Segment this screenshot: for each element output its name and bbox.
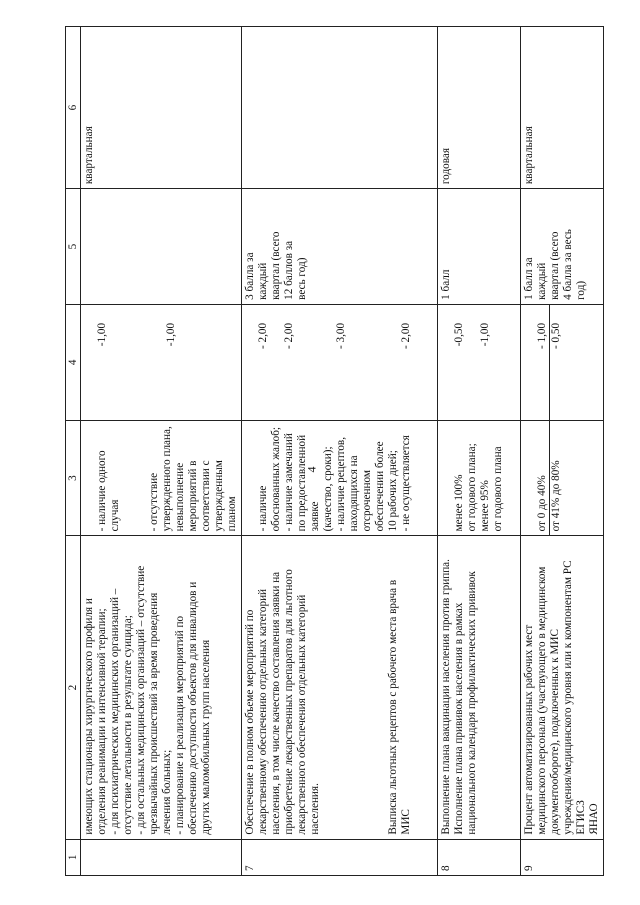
table-row [438, 27, 521, 876]
header-col-6: 6 [66, 27, 81, 189]
points-cell: 1 балл [438, 189, 521, 305]
period-cell: квартальная [81, 27, 242, 189]
header-row [66, 27, 81, 876]
score-cell [521, 304, 604, 420]
header-col-3: 3 [66, 420, 81, 536]
period-cell [242, 27, 438, 189]
indicator-description: Выполнение плана вакцинации населения против гриппа. Исполнение плана прививок населения в рамках национального календаря профилактических прививок [438, 536, 521, 839]
criterion-text: - наличие рецептов, находящихся на отсроченном обеспечении более 10 рабочих дней; [335, 436, 399, 532]
criterion-score: - 2,00 [283, 322, 295, 349]
score-cell [81, 304, 242, 420]
criterion-text: - отсутствие утвержденного плана, невыполнение мероприятий в соответствии с утвержденным планом [148, 426, 238, 532]
criterion-score: -1,00 [479, 322, 491, 347]
criterion-score: - 2,00 [400, 322, 412, 349]
criterion-score: - 1,00 [536, 322, 548, 349]
criteria-cell [81, 420, 242, 536]
table-row [81, 27, 242, 876]
header-col-5: 5 [66, 189, 81, 305]
score-cell [242, 304, 438, 420]
table-row [521, 27, 604, 876]
criteria-cell [521, 420, 604, 536]
indicator-description: Обеспечение в полном объеме мероприятий по лекарственному обеспечению отдельных категорий населения, в том числе качество составления заявки на приобретение лекарственных препаратов для льготного лекарственного обеспечения отдельных категорий населения. Выписка льготных рецептов с рабочего места врача в МИС [242, 536, 438, 839]
indicator-description: имеющих стационары хирургического профиля и отделения реанимации и интенсивной терапии; - для психиатрических медицинских организаций – отсутствие летальности в результате суицида; - для остальных медицинских организаций – отсутствие чрезвычайных происшествий за время проведения лечения больных; - планирование и реализация мероприятий по обеспечению доступности объектов для инвалидов и других маломобильных групп населения [81, 536, 242, 839]
criterion-text: - наличие одного случая [96, 450, 121, 532]
criterion-text: от 41% до 80% [549, 421, 563, 536]
score-cell [438, 304, 521, 420]
criterion-score: - 2,00 [257, 322, 269, 349]
header-col-1: 1 [66, 839, 81, 875]
header-col-2: 2 [66, 536, 81, 839]
rotated-table-wrapper [65, 26, 600, 876]
page-number: 4 [304, 466, 319, 473]
row-number: 7 [242, 839, 438, 875]
header-col-4: 4 [66, 304, 81, 420]
criterion-score: -1,00 [165, 322, 177, 347]
criterion-score: - 3,00 [335, 322, 347, 349]
row-number [81, 839, 242, 875]
indicator-description: Процент автоматизированных рабочих мест медицинского персонала (участвующего в медицинском документообороте), подключенных к МИС учреждения/медицинского уровня или к компонентам РС ЕГИСЗ ЯНАО [521, 536, 604, 839]
criterion-score: -0,50 [453, 322, 465, 347]
points-cell: 3 балла за каждый квартал (всего 12 баллов за весь год) [242, 189, 438, 305]
criterion-text: от 0 до 40% [536, 475, 548, 532]
row-number: 8 [438, 839, 521, 875]
criterion-score: -1,00 [96, 322, 108, 347]
period-cell: квартальная [521, 27, 604, 189]
criterion-text: менее 100% от годового плана; [453, 443, 478, 532]
criterion-score: - 0,50 [550, 322, 562, 349]
criteria-table [65, 26, 604, 876]
criterion-text: менее 95% от годового плана [479, 446, 504, 532]
period-cell: годовая [438, 27, 521, 189]
row-number: 9 [521, 839, 604, 875]
table-row [242, 27, 438, 876]
criterion-text: - не осуществляется [400, 435, 412, 532]
criteria-cell [242, 420, 438, 536]
points-cell [81, 189, 242, 305]
criterion-text: - наличие обоснованных жалоб; [257, 426, 282, 532]
points-cell: 1 балл за каждый квартал (всего 4 балла за весь год) [521, 189, 604, 305]
criteria-cell [438, 420, 521, 536]
criterion-text: - наличие замечаний по предоставленной заявке (качество, сроки); [283, 433, 334, 532]
